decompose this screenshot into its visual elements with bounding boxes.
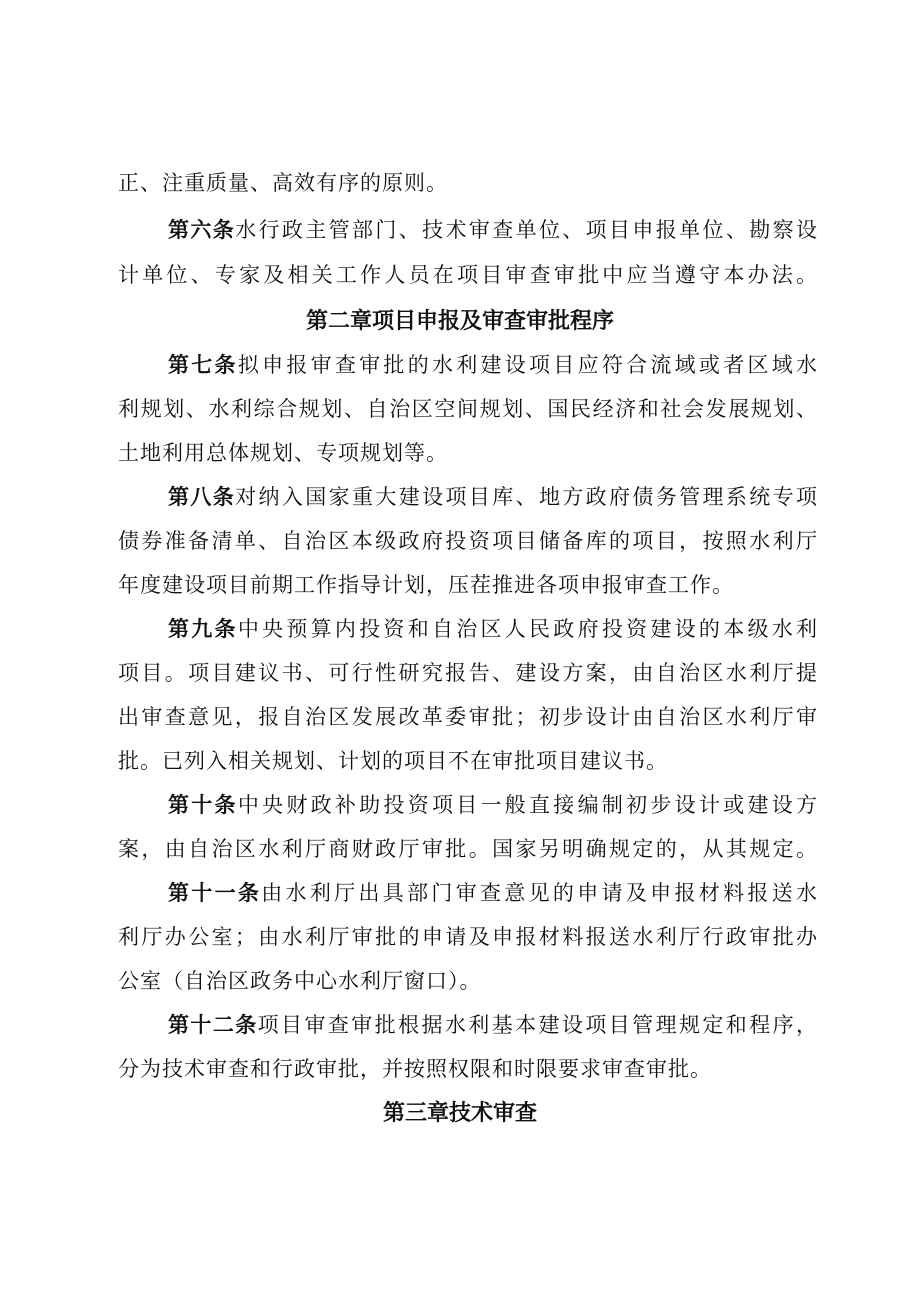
article-11-line-3: 公室（自治区政务中心水利厅窗口）。 xyxy=(118,969,482,993)
article-6-line-1: 第六条水行政主管部门、技术审查单位、项目申报单位、勘察设 xyxy=(168,218,819,242)
article-7-line-2: 利规划、水利综合规划、自治区空间规划、国民经济和社会发展规划、 xyxy=(118,397,818,421)
article-label: 第十二条 xyxy=(168,1013,258,1037)
article-label: 第九条 xyxy=(168,617,238,641)
article-7-line-3: 土地利用总体规划、专项规划等。 xyxy=(118,441,448,465)
article-9-line-1: 第九条中央预算内投资和自治区人民政府投资建设的本级水利 xyxy=(168,617,819,641)
article-label: 第六条 xyxy=(168,218,236,242)
paragraph-line: 正、注重质量、高效有序的原则。 xyxy=(118,171,448,195)
article-7-line-1: 第七条拟申报审查审批的水利建设项目应符合流域或者区域水 xyxy=(168,353,819,377)
article-label: 第八条 xyxy=(168,485,236,509)
article-label: 第十一条 xyxy=(168,881,262,905)
article-12-line-1: 第十二条项目审查审批根据水利基本建设项目管理规定和程序， xyxy=(168,1013,819,1037)
article-6-line-2: 计单位、专家及相关工作人员在项目审查审批中应当遵守本办法。 xyxy=(118,263,818,287)
chapter-heading: 第二章项目申报及审查审批程序 xyxy=(305,309,614,334)
article-12-line-2: 分为技术审查和行政审批，并按照权限和时限要求审查审批。 xyxy=(118,1057,712,1081)
article-9-line-3: 出审查意见，报自治区发展改革委审批；初步设计由自治区水利厅审 xyxy=(118,705,818,729)
article-8-line-2: 债券准备清单、自治区本级政府投资项目储备库的项目，按照水利厅 xyxy=(118,529,818,553)
article-10-line-1: 第十条中央财政补助投资项目一般直接编制初步设计或建设方 xyxy=(168,793,819,817)
article-10-line-2: 案，由自治区水利厅商财政厅审批。国家另明确规定的，从其规定。 xyxy=(118,837,818,861)
article-label: 第十条 xyxy=(168,793,238,817)
article-8-line-3: 年度建设项目前期工作指导计划，压茬推进各项申报审查工作。 xyxy=(118,573,734,597)
article-9-line-2: 项目。项目建议书、可行性研究报告、建设方案，由自治区水利厅提 xyxy=(118,661,818,685)
chapter-heading: 第三章技术审查 xyxy=(382,1101,537,1126)
article-label: 第七条 xyxy=(168,353,238,377)
article-8-line-1: 第八条对纳入国家重大建设项目库、地方政府债务管理系统专项 xyxy=(168,485,819,509)
article-9-line-4: 批。已列入相关规划、计划的项目不在审批项目建议书。 xyxy=(118,749,668,773)
article-11-line-1: 第十一条由水利厅出具部门审查意见的申请及申报材料报送水 xyxy=(168,881,819,905)
article-11-line-2: 利厅办公室；由水利厅审批的申请及申报材料报送水利厅行政审批办 xyxy=(118,925,818,949)
